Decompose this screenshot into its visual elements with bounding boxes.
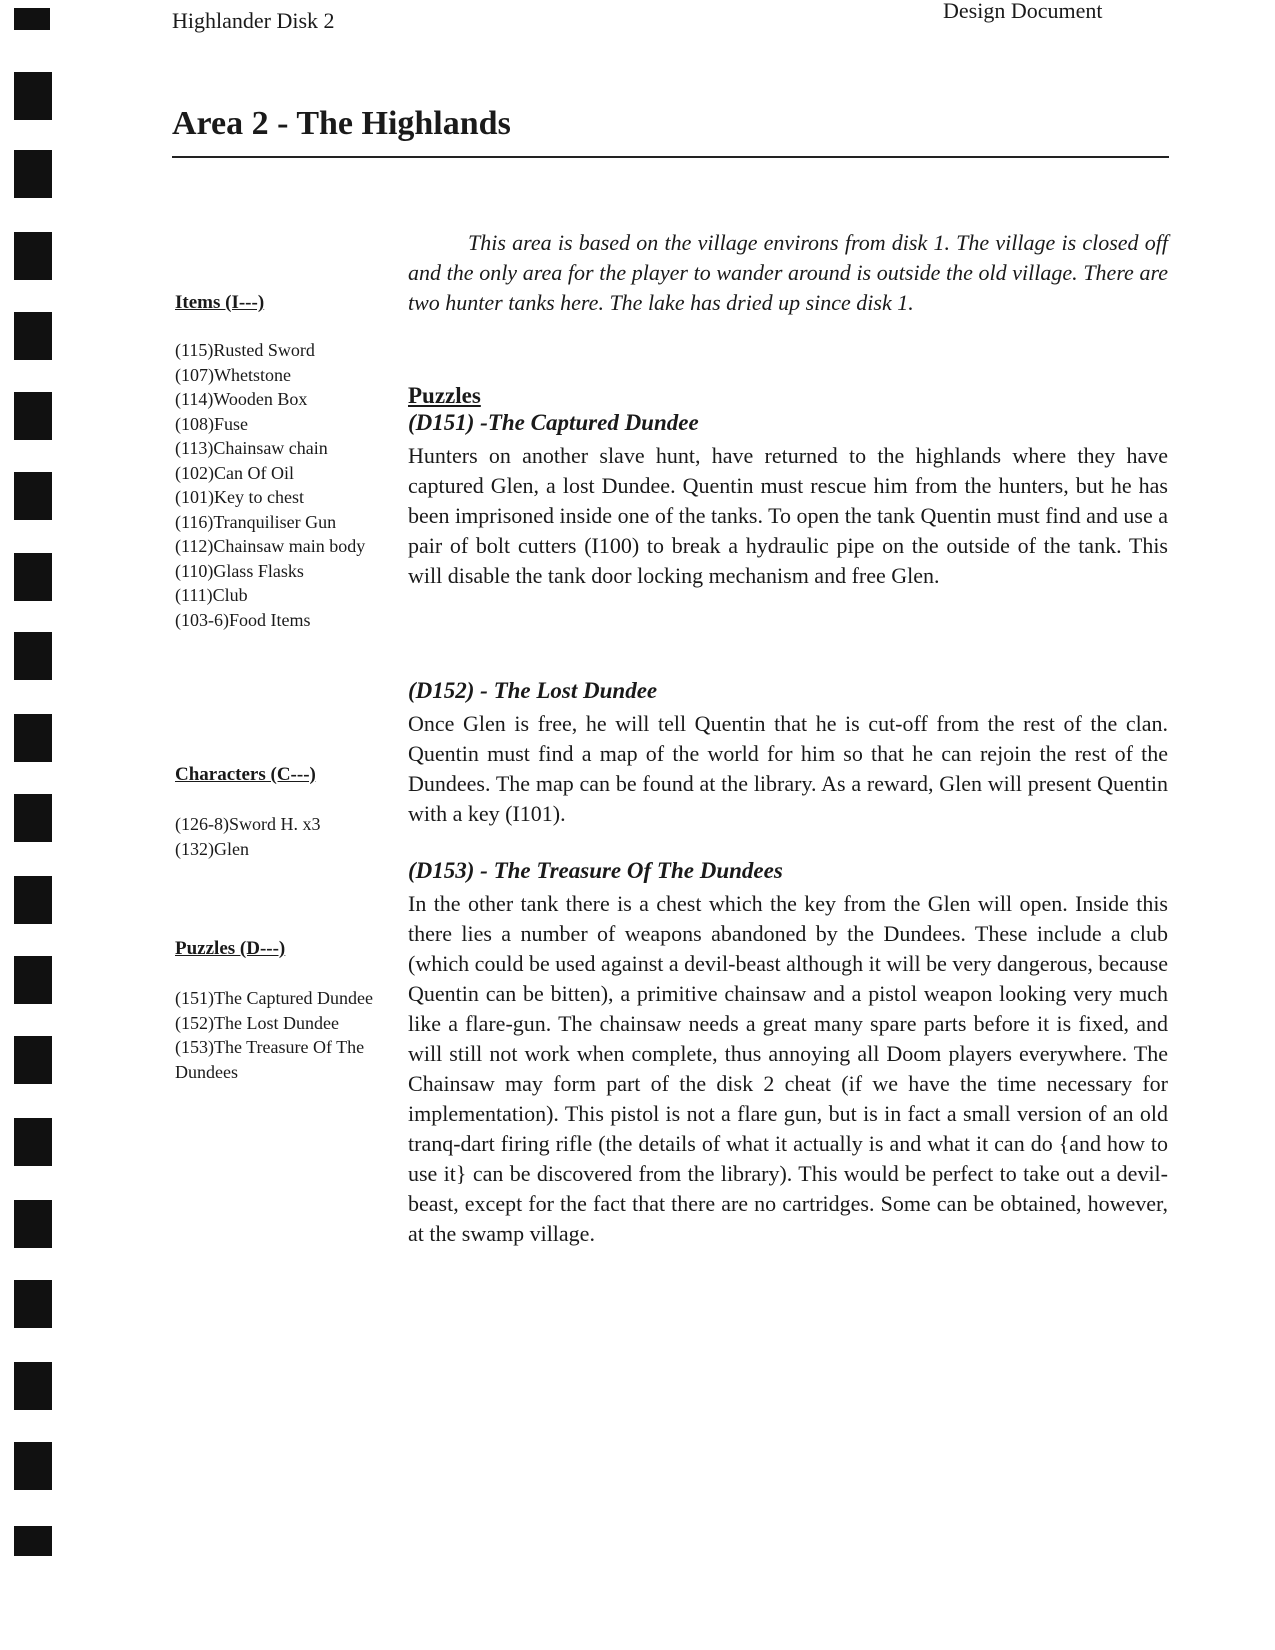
puzzle-heading-d152: (D152) - The Lost Dundee bbox=[408, 678, 658, 703]
list-item: (115)Rusted Sword bbox=[175, 340, 315, 360]
intro-paragraph: This area is based on the village environs from disk 1. The village is closed off and the only area for the player to wander around is outside the old village. There are two hunter tanks here. The lake has dried up since disk 1. bbox=[408, 230, 1168, 315]
binding-hole bbox=[14, 1200, 52, 1248]
binding-hole bbox=[14, 1526, 52, 1556]
binding-holes bbox=[14, 0, 74, 1650]
header-left: Highlander Disk 2 bbox=[172, 8, 335, 33]
puzzle-body-d152: Once Glen is free, he will tell Quentin that he is cut-off from the rest of the clan. Quentin must find a map of the world for him so that he can rejoin the rest of the Dundees. The map can be found at the library. As a reward, Glen will present Quentin with a key (I101). bbox=[408, 711, 1168, 826]
characters-heading: Characters (C---) bbox=[175, 764, 316, 785]
binding-hole bbox=[14, 392, 52, 440]
list-item: (132)Glen bbox=[175, 838, 249, 859]
puzzle-body-d153: In the other tank there is a chest which the key from the Glen will open. Inside this there lies a number of weapons abandoned by the Dundees. These include a club (which could be used against a devil-beast although it will be very dangerous, because Quentin can be bitten), a primitive chainsaw and a pistol weapon looking very much like a flare-gun. The chainsaw needs a great many spare parts before it is fixed, and will still not work when complete, thus annoying all Doom players everywhere. The Chainsaw may form part of the disk 2 cheat (if we have the time necessary for implementation). This pistol is not a flare gun, but is in fact a small version of an old tranq-dart firing rifle (the details of what it actually is and what it can do {and how to use it} can be discovered from the library). This would be perfect to take out a devil-beast, except for the fact that there are no cartridges. Some can be obtained, however, at the swamp village. bbox=[408, 891, 1168, 1246]
binding-hole bbox=[14, 232, 52, 280]
list-item: (151)The Captured Dundee bbox=[175, 988, 373, 1008]
header-right: Design Document bbox=[943, 0, 1103, 23]
list-item: (126-8)Sword H. x3 bbox=[175, 814, 321, 834]
binding-hole bbox=[14, 312, 52, 360]
binding-hole bbox=[14, 1036, 52, 1084]
list-item: (102)Can Of Oil bbox=[175, 462, 294, 483]
puzzle-heading-d153: (D153) - The Treasure Of The Dundees bbox=[408, 858, 783, 883]
list-item: (107)Whetstone bbox=[175, 364, 291, 385]
binding-hole bbox=[14, 876, 52, 924]
list-item: (114)Wooden Box bbox=[175, 389, 308, 409]
list-item: (153)The Treasure Of The Dundees bbox=[175, 1037, 365, 1082]
list-item: (112)Chainsaw main body bbox=[175, 536, 366, 556]
list-item: (116)Tranquiliser Gun bbox=[175, 511, 337, 532]
items-list bbox=[175, 338, 390, 632]
list-item: (103-6)Food Items bbox=[175, 609, 311, 630]
title-rule bbox=[172, 156, 1169, 158]
binding-hole bbox=[14, 1442, 52, 1490]
binding-hole bbox=[14, 714, 52, 762]
binding-hole bbox=[14, 632, 52, 680]
binding-hole bbox=[14, 956, 52, 1004]
binding-hole bbox=[14, 8, 50, 30]
binding-hole bbox=[14, 1362, 52, 1410]
binding-hole bbox=[14, 150, 52, 198]
puzzles-heading: Puzzles (D---) bbox=[175, 938, 286, 959]
list-item: (113)Chainsaw chain bbox=[175, 438, 328, 458]
binding-hole bbox=[14, 553, 52, 601]
puzzle-body-d151: Hunters on another slave hunt, have returned to the highlands where they have captured Glen, a lost Dundee. Quentin must rescue him from the hunters, but he has been imprisoned inside one of the tanks. To open the tank Quentin must find and use a pair of bolt cutters (I100) to break a hydraulic pipe on the outside of the tank. This will disable the tank door locking mechanism and free Glen. bbox=[408, 443, 1168, 588]
list-item: (111)Club bbox=[175, 585, 248, 605]
binding-hole bbox=[14, 472, 52, 520]
list-item: (110)Glass Flasks bbox=[175, 560, 304, 581]
list-item: (101)Key to chest bbox=[175, 487, 304, 507]
binding-hole bbox=[14, 72, 52, 120]
page-title: Area 2 - The Highlands bbox=[172, 105, 511, 142]
binding-hole bbox=[14, 794, 52, 842]
characters-list bbox=[175, 812, 390, 861]
list-item: (108)Fuse bbox=[175, 413, 248, 434]
puzzle-heading-d151: (D151) -The Captured Dundee bbox=[408, 410, 699, 435]
puzzles-section-heading: Puzzles bbox=[408, 383, 481, 408]
binding-hole bbox=[14, 1280, 52, 1328]
list-item: (152)The Lost Dundee bbox=[175, 1012, 339, 1033]
puzzles-list bbox=[175, 986, 390, 1084]
items-heading: Items (I---) bbox=[175, 292, 265, 313]
binding-hole bbox=[14, 1118, 52, 1166]
